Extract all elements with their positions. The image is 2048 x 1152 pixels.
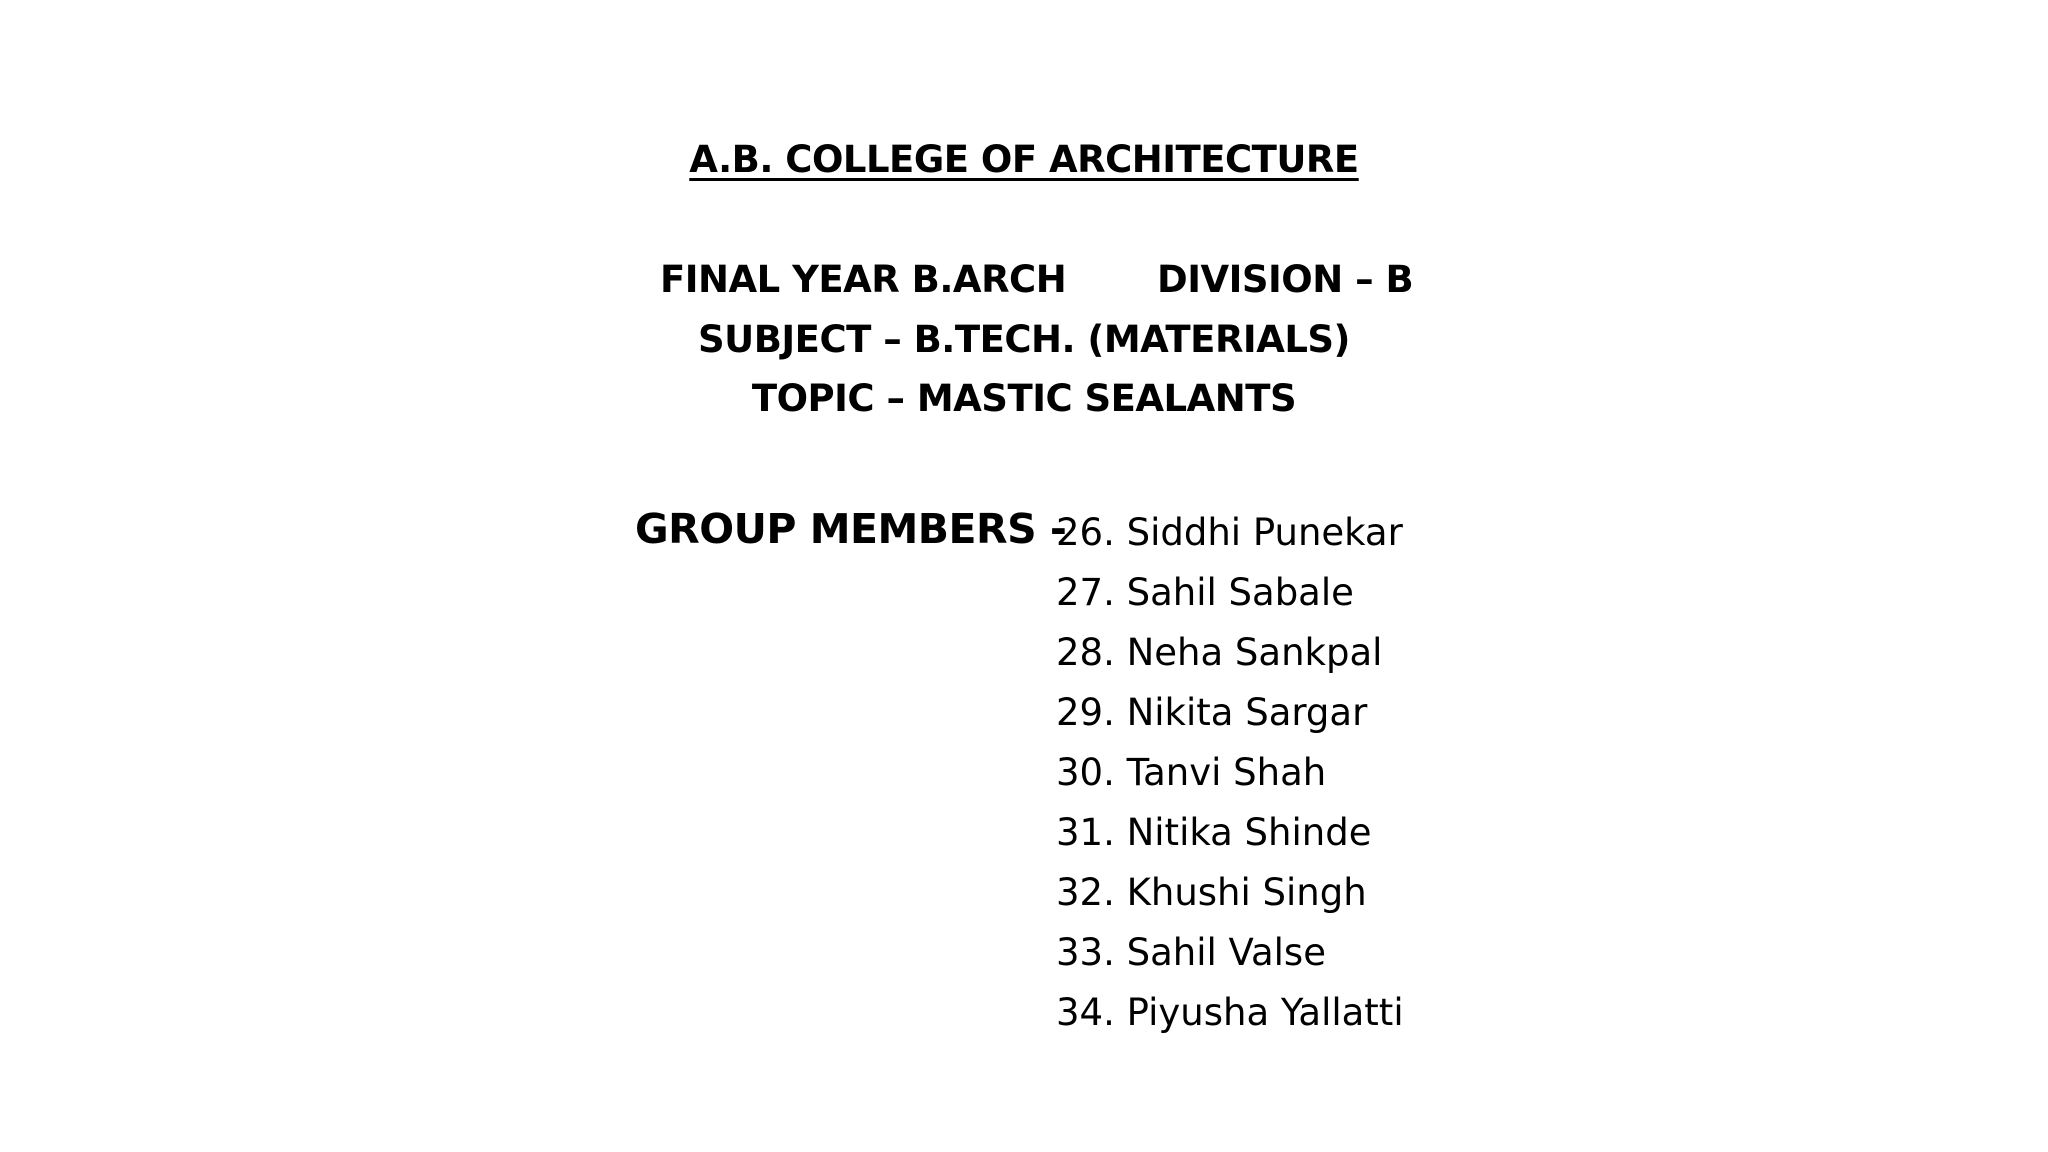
list-item: 26. Siddhi Punekar <box>1056 511 1403 554</box>
list-item: 32. Khushi Singh <box>1056 871 1367 914</box>
list-item: 28. Neha Sankpal <box>1056 631 1383 674</box>
year-label: FINAL YEAR B.ARCH <box>660 258 1067 301</box>
group-members-label: GROUP MEMBERS - <box>635 505 1067 553</box>
list-item: 34. Piyusha Yallatti <box>1056 991 1404 1034</box>
list-item: 33. Sahil Valse <box>1056 931 1326 974</box>
group-members-list <box>1056 508 1404 1048</box>
college-title: A.B. COLLEGE OF ARCHITECTURE <box>689 138 1359 181</box>
list-item: 30. Tanvi Shah <box>1056 751 1327 794</box>
subject-label: SUBJECT – B.TECH. (MATERIALS) <box>698 318 1350 361</box>
list-item: 31. Nitika Shinde <box>1056 811 1372 854</box>
division-label: DIVISION – B <box>1157 258 1414 301</box>
topic-label: TOPIC – MASTIC SEALANTS <box>751 377 1297 420</box>
list-item: 27. Sahil Sabale <box>1056 571 1354 614</box>
list-item: 29. Nikita Sargar <box>1056 691 1368 734</box>
